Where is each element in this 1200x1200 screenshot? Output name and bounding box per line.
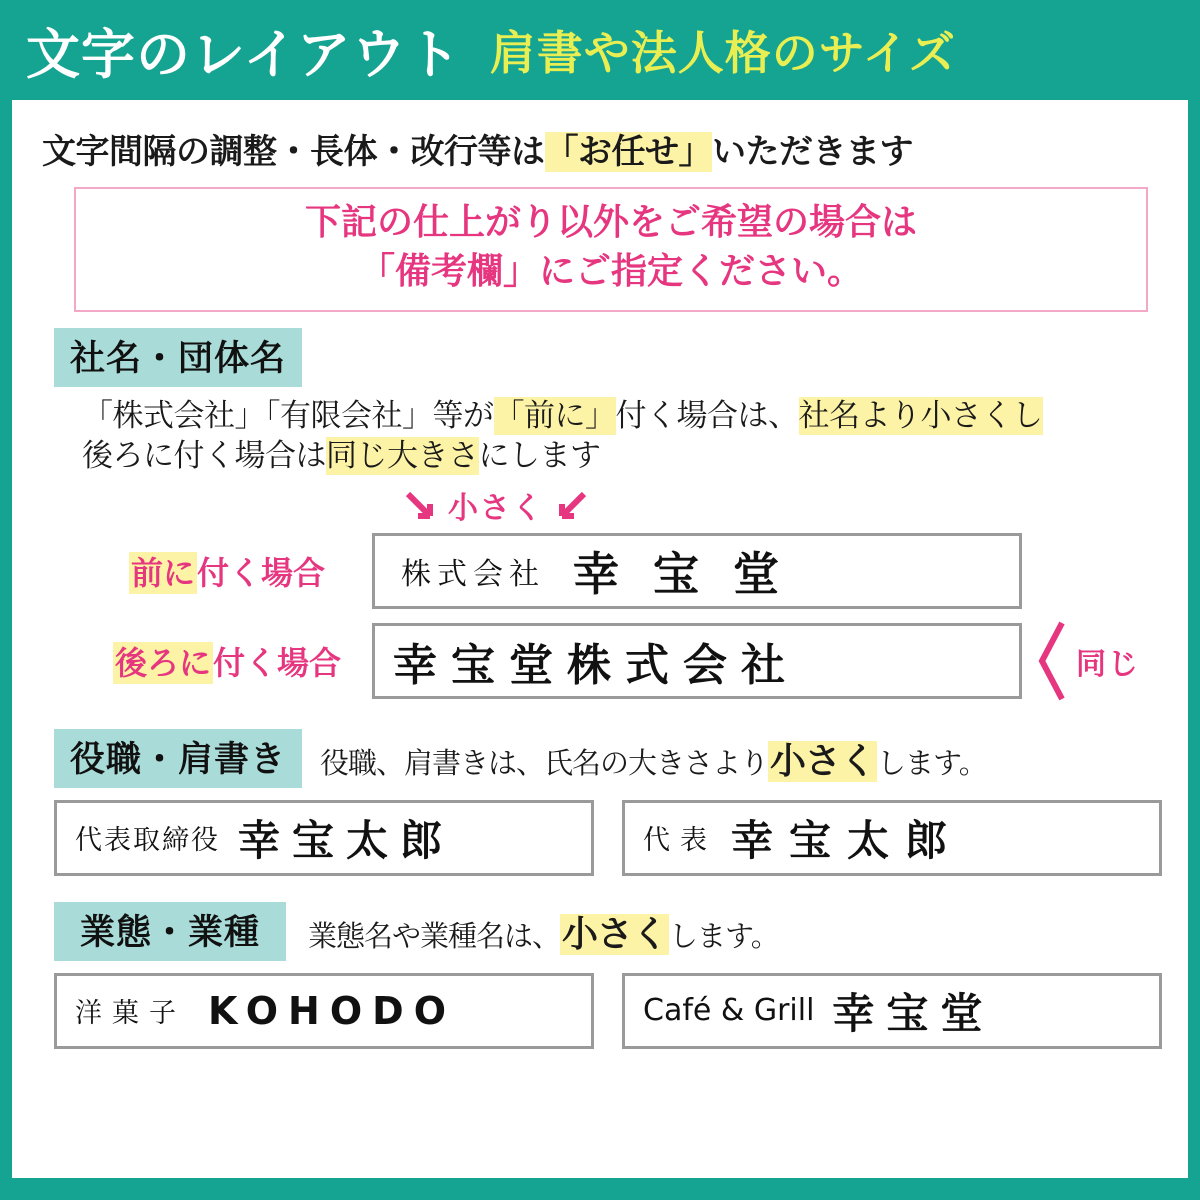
industry-note — [308, 906, 779, 957]
company-desc-line2 — [82, 437, 1166, 477]
industry-note-a: 業態名や業種名は、 — [308, 918, 561, 953]
bracket-icon — [1034, 619, 1068, 703]
sample-box-position-1 — [54, 800, 594, 876]
sample-suffix-text: 幸宝堂株式会社 — [393, 639, 799, 691]
sample-box-industry-2 — [622, 973, 1162, 1049]
sample-box-prefix — [372, 533, 1022, 609]
sample-prefix-name: 幸宝堂 — [573, 546, 813, 601]
industry-1-title: 洋菓子 — [75, 998, 186, 1030]
industry-samples — [54, 973, 1166, 1049]
section-company-heading — [54, 328, 1166, 387]
company-desc-1d: 社名より小さくし — [798, 398, 1043, 435]
sample-row-prefix — [82, 533, 1166, 609]
industry-note-emph: 小さく — [562, 913, 668, 955]
annotation-same — [1034, 619, 1140, 703]
company-desc-2c: にします — [478, 437, 601, 474]
row-label-prefix — [82, 548, 372, 594]
lead-part1: 文字間隔の調整・長体・改行等は — [42, 132, 545, 172]
chip-industry: 業態・業種 — [54, 902, 286, 961]
position-note — [320, 733, 987, 784]
lead-highlight: 「お任せ」 — [544, 132, 712, 172]
lead-text — [42, 124, 1166, 173]
row-label-suffix-b: 付く場合 — [213, 643, 342, 682]
row-label-prefix-a: 前に — [130, 553, 195, 592]
notice-line2: 「備考欄」にご指定ください。 — [358, 250, 863, 292]
section-industry-heading — [54, 902, 1166, 961]
industry-2-title: Café & Grill — [643, 993, 815, 1029]
company-desc-line1 — [82, 397, 1166, 437]
company-desc-2a: 後ろに付く場合は — [82, 437, 326, 474]
page-title: 文字のレイアウト — [26, 22, 462, 86]
arrow-down-left-icon — [554, 488, 588, 522]
notice-box — [74, 187, 1148, 312]
sample-prefix-corp: 株式会社 — [401, 556, 545, 592]
industry-2-name: 幸宝堂 — [832, 988, 995, 1038]
page-subtitle: 肩書や法人格のサイズ — [489, 26, 957, 80]
position-2-title: 代表 — [643, 825, 717, 857]
sample-box-industry-1 — [54, 973, 594, 1049]
notice-line1: 下記の仕上がり以外をご希望の場合は — [304, 202, 917, 243]
annotation-smaller-label: 小さく — [448, 490, 544, 526]
position-note-a: 役職、肩書きは、氏名の大きさより — [320, 745, 769, 780]
position-2-name: 幸宝太郎 — [731, 815, 964, 865]
sample-box-suffix — [372, 623, 1022, 699]
row-label-suffix-a: 後ろに — [114, 643, 211, 682]
chip-company: 社名・団体名 — [54, 328, 302, 387]
row-label-suffix — [82, 638, 372, 684]
company-desc-1a: 「株式会社」「有限会社」等が — [82, 398, 494, 435]
position-note-b: します。 — [877, 745, 987, 780]
position-1-name: 幸宝太郎 — [238, 815, 455, 865]
company-desc-1c: 付く場合は、 — [615, 398, 799, 435]
industry-note-b: します。 — [669, 918, 779, 953]
company-desc-2b: 同じ大きさ — [326, 437, 479, 474]
position-note-emph: 小さく — [770, 740, 876, 782]
company-desc-1b: 「前に」 — [493, 398, 616, 435]
position-samples — [54, 800, 1166, 876]
annotation-same-label: 同じ — [1076, 646, 1140, 682]
annotation-smaller — [404, 483, 704, 527]
section-position-heading — [54, 729, 1166, 788]
lead-part2: いただきます — [712, 132, 913, 172]
industry-1-name: KOHODO — [208, 988, 456, 1033]
chip-position: 役職・肩書き — [54, 729, 302, 788]
company-description — [82, 397, 1166, 476]
header-band — [0, 0, 1200, 100]
sample-box-position-2 — [622, 800, 1162, 876]
row-label-prefix-b: 付く場合 — [197, 553, 326, 592]
sample-row-suffix — [82, 619, 1166, 703]
arrow-down-right-icon — [404, 488, 438, 522]
content-card — [12, 100, 1188, 1178]
position-1-title: 代表取締役 — [75, 825, 220, 857]
